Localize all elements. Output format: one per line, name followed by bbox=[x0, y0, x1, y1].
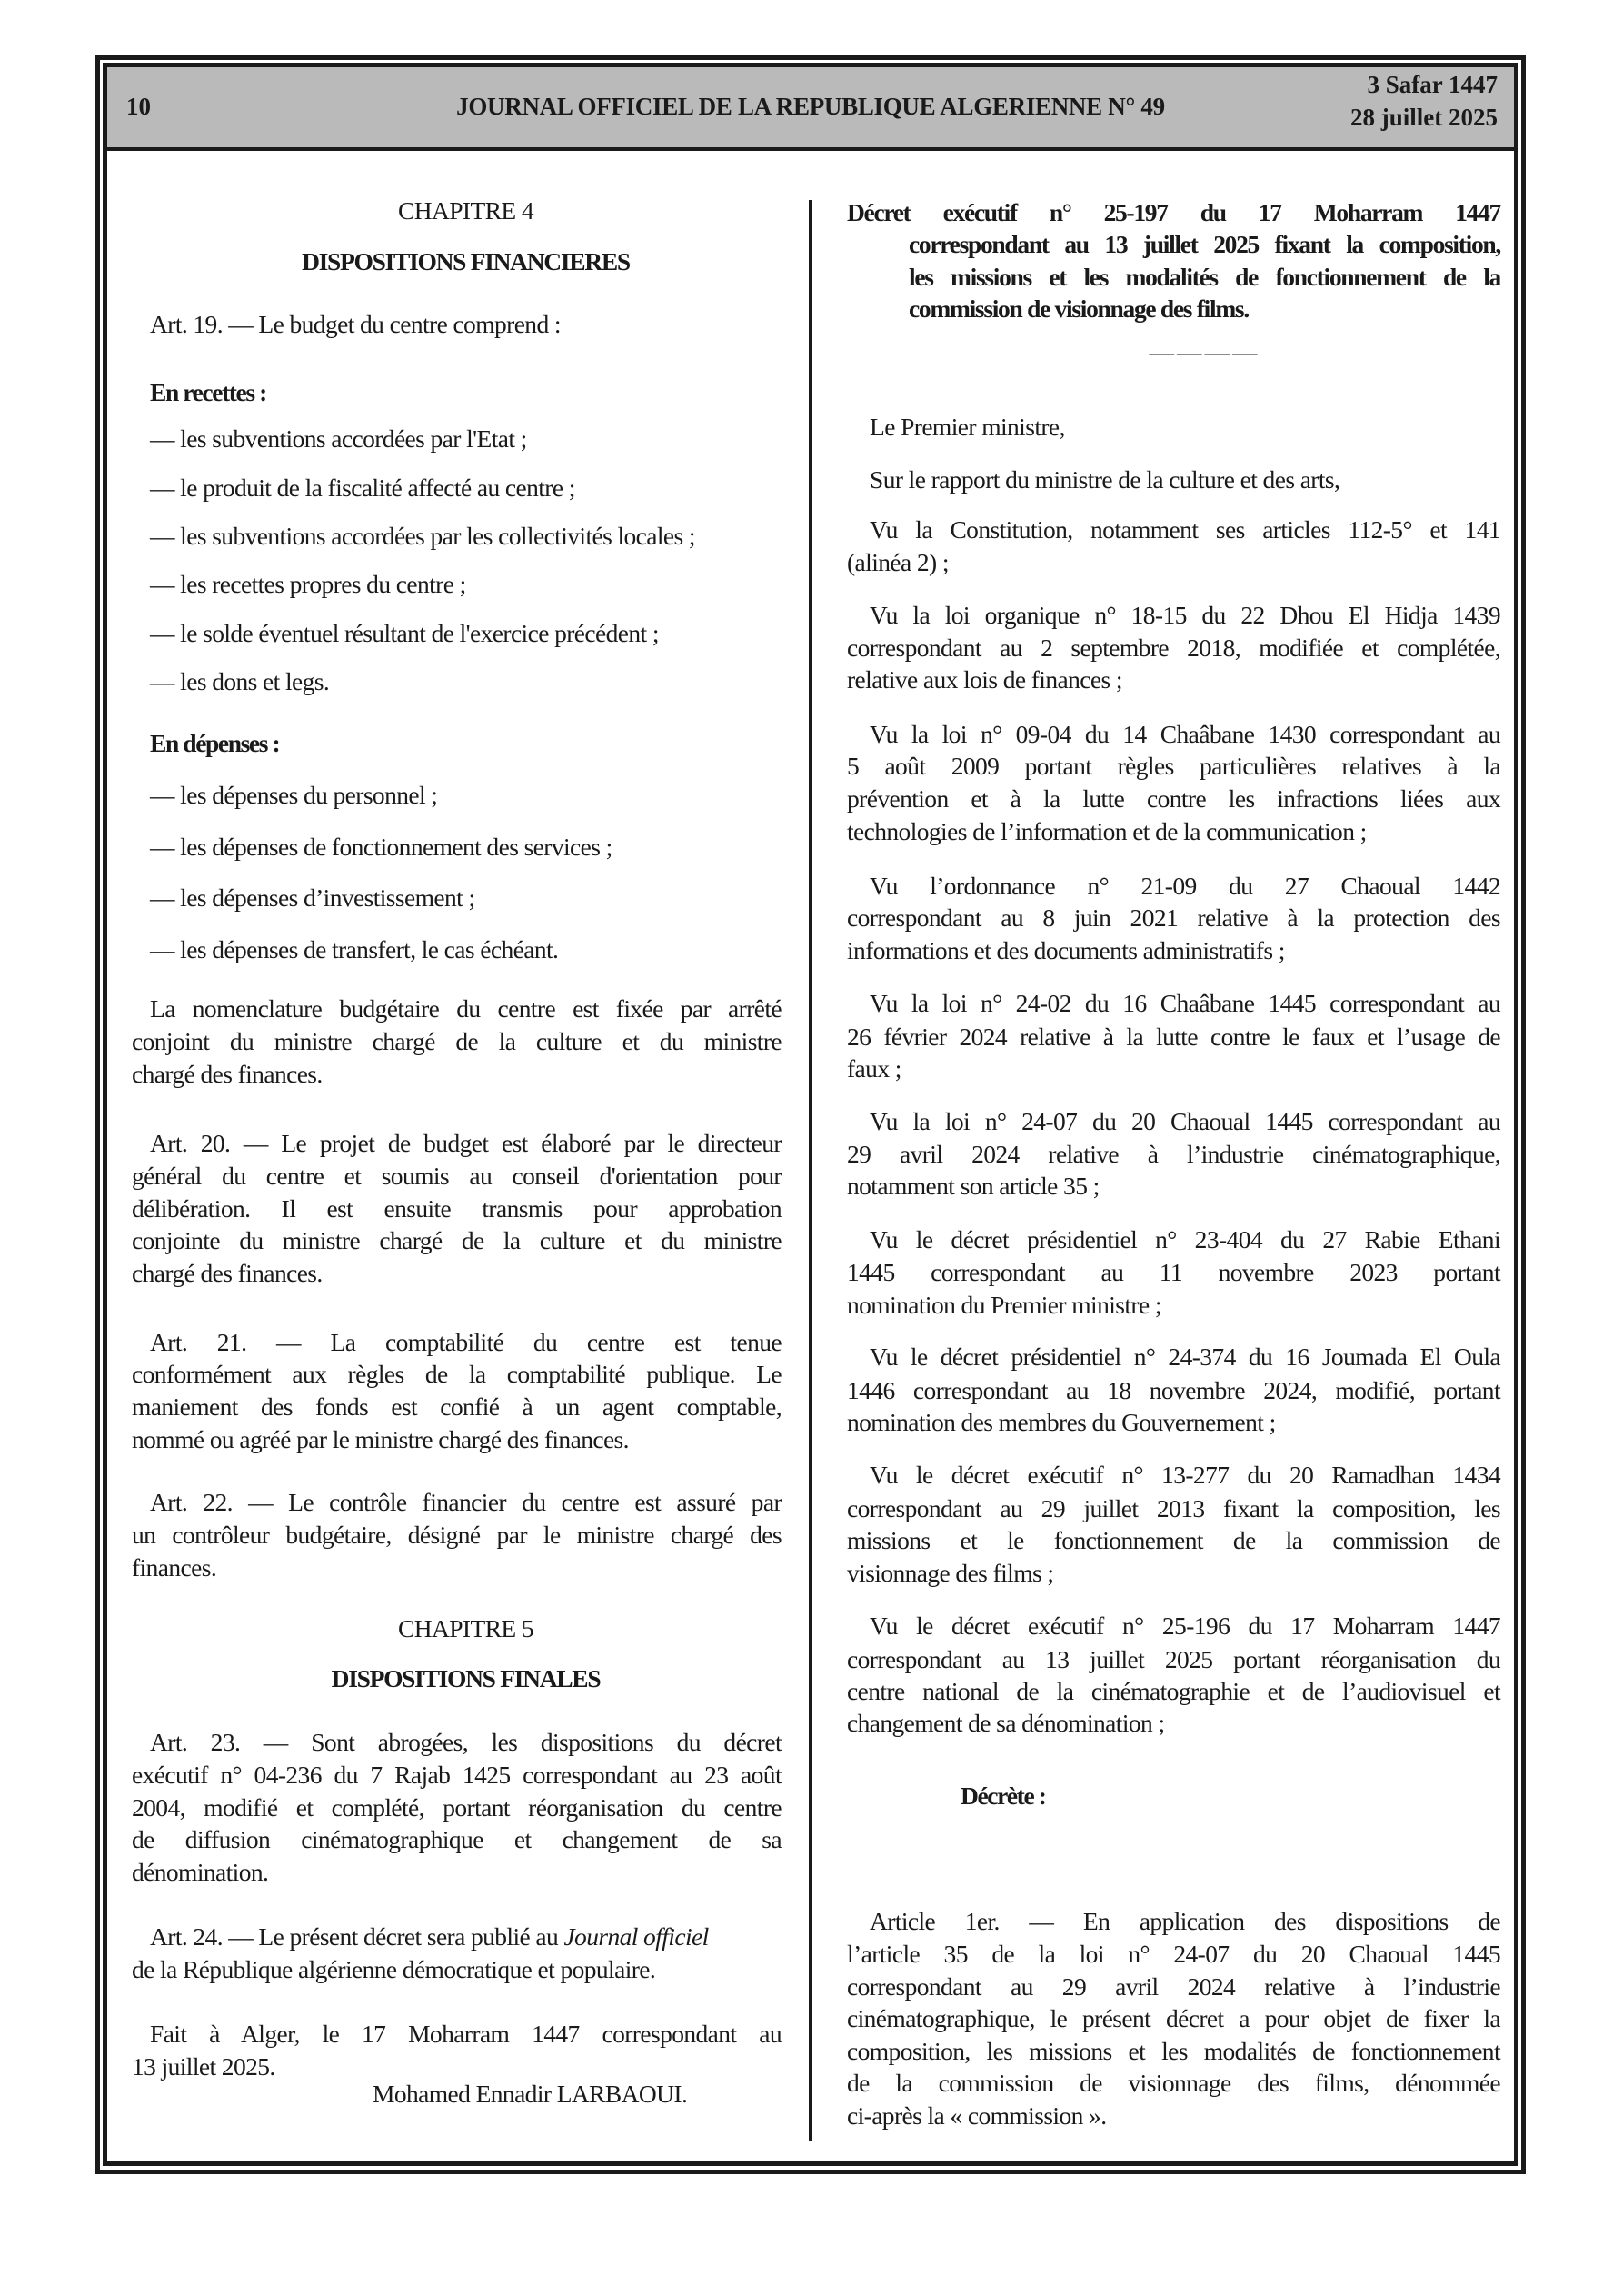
article-1-line: ci-après la « commission ». bbox=[847, 2101, 1107, 2130]
decree-title-line: commission de visionnage des films. bbox=[909, 294, 1249, 323]
visa-line: missions et le fonctionnement de la commission de bbox=[847, 1526, 1500, 1554]
premier-ministre: Le Premier ministre, bbox=[870, 413, 1065, 441]
nomenclature-line: La nomenclature budgétaire du centre est fixée par arrêté bbox=[150, 994, 782, 1023]
visa-line: correspondant au 8 juin 2021 relative à la protection des bbox=[847, 903, 1500, 932]
article-1-line: de la commission de visionnage des films, dénommée bbox=[847, 2069, 1500, 2097]
rapport-line: Sur le rapport du ministre de la culture et des arts, bbox=[870, 465, 1340, 494]
recettes-item: — le solde éventuel résultant de l'exercice précédent ; bbox=[150, 619, 659, 647]
recettes-item: — les subventions accordées par les collectivités locales ; bbox=[150, 522, 695, 550]
decree-title-line: les missions et les modalités de fonctionnement de la bbox=[909, 263, 1500, 291]
art-21-line: conformément aux règles de la comptabilité publique. Le bbox=[132, 1360, 782, 1388]
decree-title-line: Décret exécutif n° 25-197 du 17 Moharram 1447 bbox=[847, 198, 1500, 226]
chapter-5-title: DISPOSITIONS FINALES bbox=[331, 1664, 601, 1692]
journal-title: JOURNAL OFFICIEL DE LA REPUBLIQUE ALGERIENNE N° 49 bbox=[456, 93, 1165, 120]
art-21-line: nommé ou agréé par le ministre chargé des finances. bbox=[132, 1425, 629, 1453]
visa-line: Vu la loi organique n° 18-15 du 22 Dhou El Hidja 1439 bbox=[870, 601, 1500, 629]
page-number: 10 bbox=[126, 93, 151, 120]
art-23-line: 2004, modifié et complété, portant réorganisation du centre bbox=[132, 1793, 782, 1822]
visa-line: correspondant au 29 juillet 2013 fixant la composition, les bbox=[847, 1494, 1500, 1522]
art-19: Art. 19. — Le budget du centre comprend : bbox=[150, 310, 561, 338]
article-1-line: l’article 35 de la loi n° 24-07 du 20 Chaoual 1445 bbox=[847, 1940, 1500, 1968]
fait-line: Fait à Alger, le 17 Moharram 1447 correspondant au bbox=[150, 2020, 782, 2048]
journal-officiel-italic: Journal officiel bbox=[563, 1922, 709, 1951]
visa-line: informations et des documents administratifs ; bbox=[847, 936, 1285, 964]
visa-line: 5 août 2009 portant règles particulières relatives à la bbox=[847, 752, 1500, 780]
depenses-item: — les dépenses d’investissement ; bbox=[150, 883, 475, 912]
art-23-line: dénomination. bbox=[132, 1858, 269, 1886]
visa-line: Vu l’ordonnance n° 21-09 du 27 Chaoual 1442 bbox=[870, 872, 1500, 900]
visa-line: Vu la Constitution, notamment ses articles 112-5° et 141 bbox=[870, 515, 1500, 544]
visa-line: Vu le décret présidentiel n° 24-374 du 16 Joumada El Oula bbox=[870, 1343, 1500, 1371]
art-22-line: Art. 22. — Le contrôle financier du centre est assuré par bbox=[150, 1488, 782, 1516]
column-divider bbox=[809, 200, 812, 2141]
visa-line: Vu le décret exécutif n° 13-277 du 20 Ramadhan 1434 bbox=[870, 1461, 1500, 1489]
art-22-line: finances. bbox=[132, 1553, 217, 1582]
art-20-line: Art. 20. — Le projet de budget est élaboré par le directeur bbox=[150, 1129, 782, 1157]
visa-line: correspondant au 13 juillet 2025 portant réorganisation du bbox=[847, 1645, 1500, 1673]
recettes-item: — le produit de la fiscalité affecté au centre ; bbox=[150, 474, 575, 502]
date-hijri: 3 Safar 1447 bbox=[1367, 71, 1498, 98]
recettes-heading: En recettes : bbox=[150, 378, 266, 406]
visa-line: relative aux lois de finances ; bbox=[847, 665, 1122, 694]
recettes-item: — les dons et legs. bbox=[150, 667, 330, 695]
chapter-5-label: CHAPITRE 5 bbox=[397, 1614, 534, 1642]
art-23-line: de diffusion cinématographique et changement de sa bbox=[132, 1825, 782, 1853]
depenses-heading: En dépenses : bbox=[150, 729, 280, 757]
visa-line: visionnage des films ; bbox=[847, 1559, 1054, 1587]
visa-line: prévention et à la lutte contre les infractions liées aux bbox=[847, 784, 1500, 813]
visa-line: 26 février 2024 relative à la lutte contre le faux et l’usage de bbox=[847, 1023, 1500, 1051]
visa-line: Vu la loi n° 24-07 du 20 Chaoual 1445 correspondant au bbox=[870, 1107, 1500, 1135]
art-20-line: délibération. Il est ensuite transmis pour approbation bbox=[132, 1194, 782, 1223]
fait-line: 13 juillet 2025. bbox=[132, 2052, 275, 2081]
visa-line: technologies de l’information et de la communication ; bbox=[847, 817, 1367, 845]
visa-line: Vu le décret exécutif n° 25-196 du 17 Moharram 1447 bbox=[870, 1612, 1500, 1640]
visa-line: correspondant au 2 septembre 2018, modifiée et complétée, bbox=[847, 634, 1500, 662]
art-24-text: Art. 24. — Le présent décret sera publié au bbox=[150, 1922, 564, 1951]
art-20-line: général du centre et soumis au conseil d'orientation pour bbox=[132, 1162, 782, 1190]
visa-line: Vu le décret présidentiel n° 23-404 du 27 Rabie Ethani bbox=[870, 1225, 1500, 1253]
right-column bbox=[847, 0, 1500, 2163]
visa-line: nomination des membres du Gouvernement ; bbox=[847, 1408, 1276, 1436]
decree-title-line: correspondant au 13 juillet 2025 fixant la composition, bbox=[909, 230, 1500, 258]
art-20-line: conjointe du ministre chargé de la culture et du ministre bbox=[132, 1226, 782, 1254]
depenses-item: — les dépenses de fonctionnement des services ; bbox=[150, 833, 612, 861]
art-23-line: Art. 23. — Sont abrogées, les dispositions du décret bbox=[150, 1728, 782, 1756]
art-21-line: Art. 21. — La comptabilité du centre est tenue bbox=[150, 1328, 782, 1356]
art-24-line: de la République algérienne démocratique et populaire. bbox=[132, 1955, 656, 1983]
visa-line: 1446 correspondant au 18 novembre 2024, modifié, portant bbox=[847, 1376, 1500, 1404]
art-22-line: un contrôleur budgétaire, désigné par le ministre chargé des bbox=[132, 1521, 782, 1549]
article-1-line: cinématographique, le présent décret a pour objet de fixer la bbox=[847, 2004, 1500, 2032]
recettes-item: — les subventions accordées par l'Etat ; bbox=[150, 424, 527, 453]
recettes-item: — les recettes propres du centre ; bbox=[150, 570, 466, 598]
signature: Mohamed Ennadir LARBAOUI. bbox=[373, 2080, 688, 2108]
visa-line: 1445 correspondant au 11 novembre 2023 portant bbox=[847, 1258, 1500, 1286]
art-21-line: maniement des fonds est confié à un agent comptable, bbox=[132, 1393, 782, 1421]
nomenclature-line: chargé des finances. bbox=[132, 1060, 323, 1088]
depenses-item: — les dépenses de transfert, le cas échéant. bbox=[150, 935, 559, 963]
article-1-line: correspondant au 29 avril 2024 relative à l’industrie bbox=[847, 1972, 1500, 2001]
visa-line: 29 avril 2024 relative à l’industrie cinématographique, bbox=[847, 1140, 1500, 1168]
art-20-line: chargé des finances. bbox=[132, 1259, 323, 1287]
visa-line: faux ; bbox=[847, 1054, 901, 1083]
title-separator: ———— bbox=[1149, 337, 1260, 365]
chapter-4-title: DISPOSITIONS FINANCIERES bbox=[302, 247, 630, 275]
article-1-line: Article 1er. — En application des dispositions de bbox=[870, 1907, 1500, 1935]
depenses-item: — les dépenses du personnel ; bbox=[150, 781, 438, 809]
visa-line: Vu la loi n° 24-02 du 16 Chaâbane 1445 correspondant au bbox=[870, 989, 1500, 1017]
visa-line: nomination du Premier ministre ; bbox=[847, 1291, 1161, 1319]
article-1-line: composition, les missions et les modalités de fonctionnement bbox=[847, 2037, 1500, 2065]
chapter-4-label: CHAPITRE 4 bbox=[397, 196, 534, 225]
visa-line: (alinéa 2) ; bbox=[847, 548, 949, 576]
art-23-line: exécutif n° 04-236 du 7 Rajab 1425 correspondant au 23 août bbox=[132, 1761, 782, 1789]
nomenclature-line: conjoint du ministre chargé de la culture et du ministre bbox=[132, 1027, 782, 1055]
art-24-line bbox=[150, 1923, 782, 1951]
visa-line: notamment son article 35 ; bbox=[847, 1172, 1100, 1200]
visa-line: Vu la loi n° 09-04 du 14 Chaâbane 1430 correspondant au bbox=[870, 720, 1500, 748]
visa-line: centre national de la cinématographie et de l’audiovisuel et bbox=[847, 1677, 1500, 1705]
visa-line: changement de sa dénomination ; bbox=[847, 1709, 1165, 1737]
decrete-heading: Décrète : bbox=[961, 1782, 1046, 1810]
date-gregorian: 28 juillet 2025 bbox=[1350, 104, 1498, 131]
